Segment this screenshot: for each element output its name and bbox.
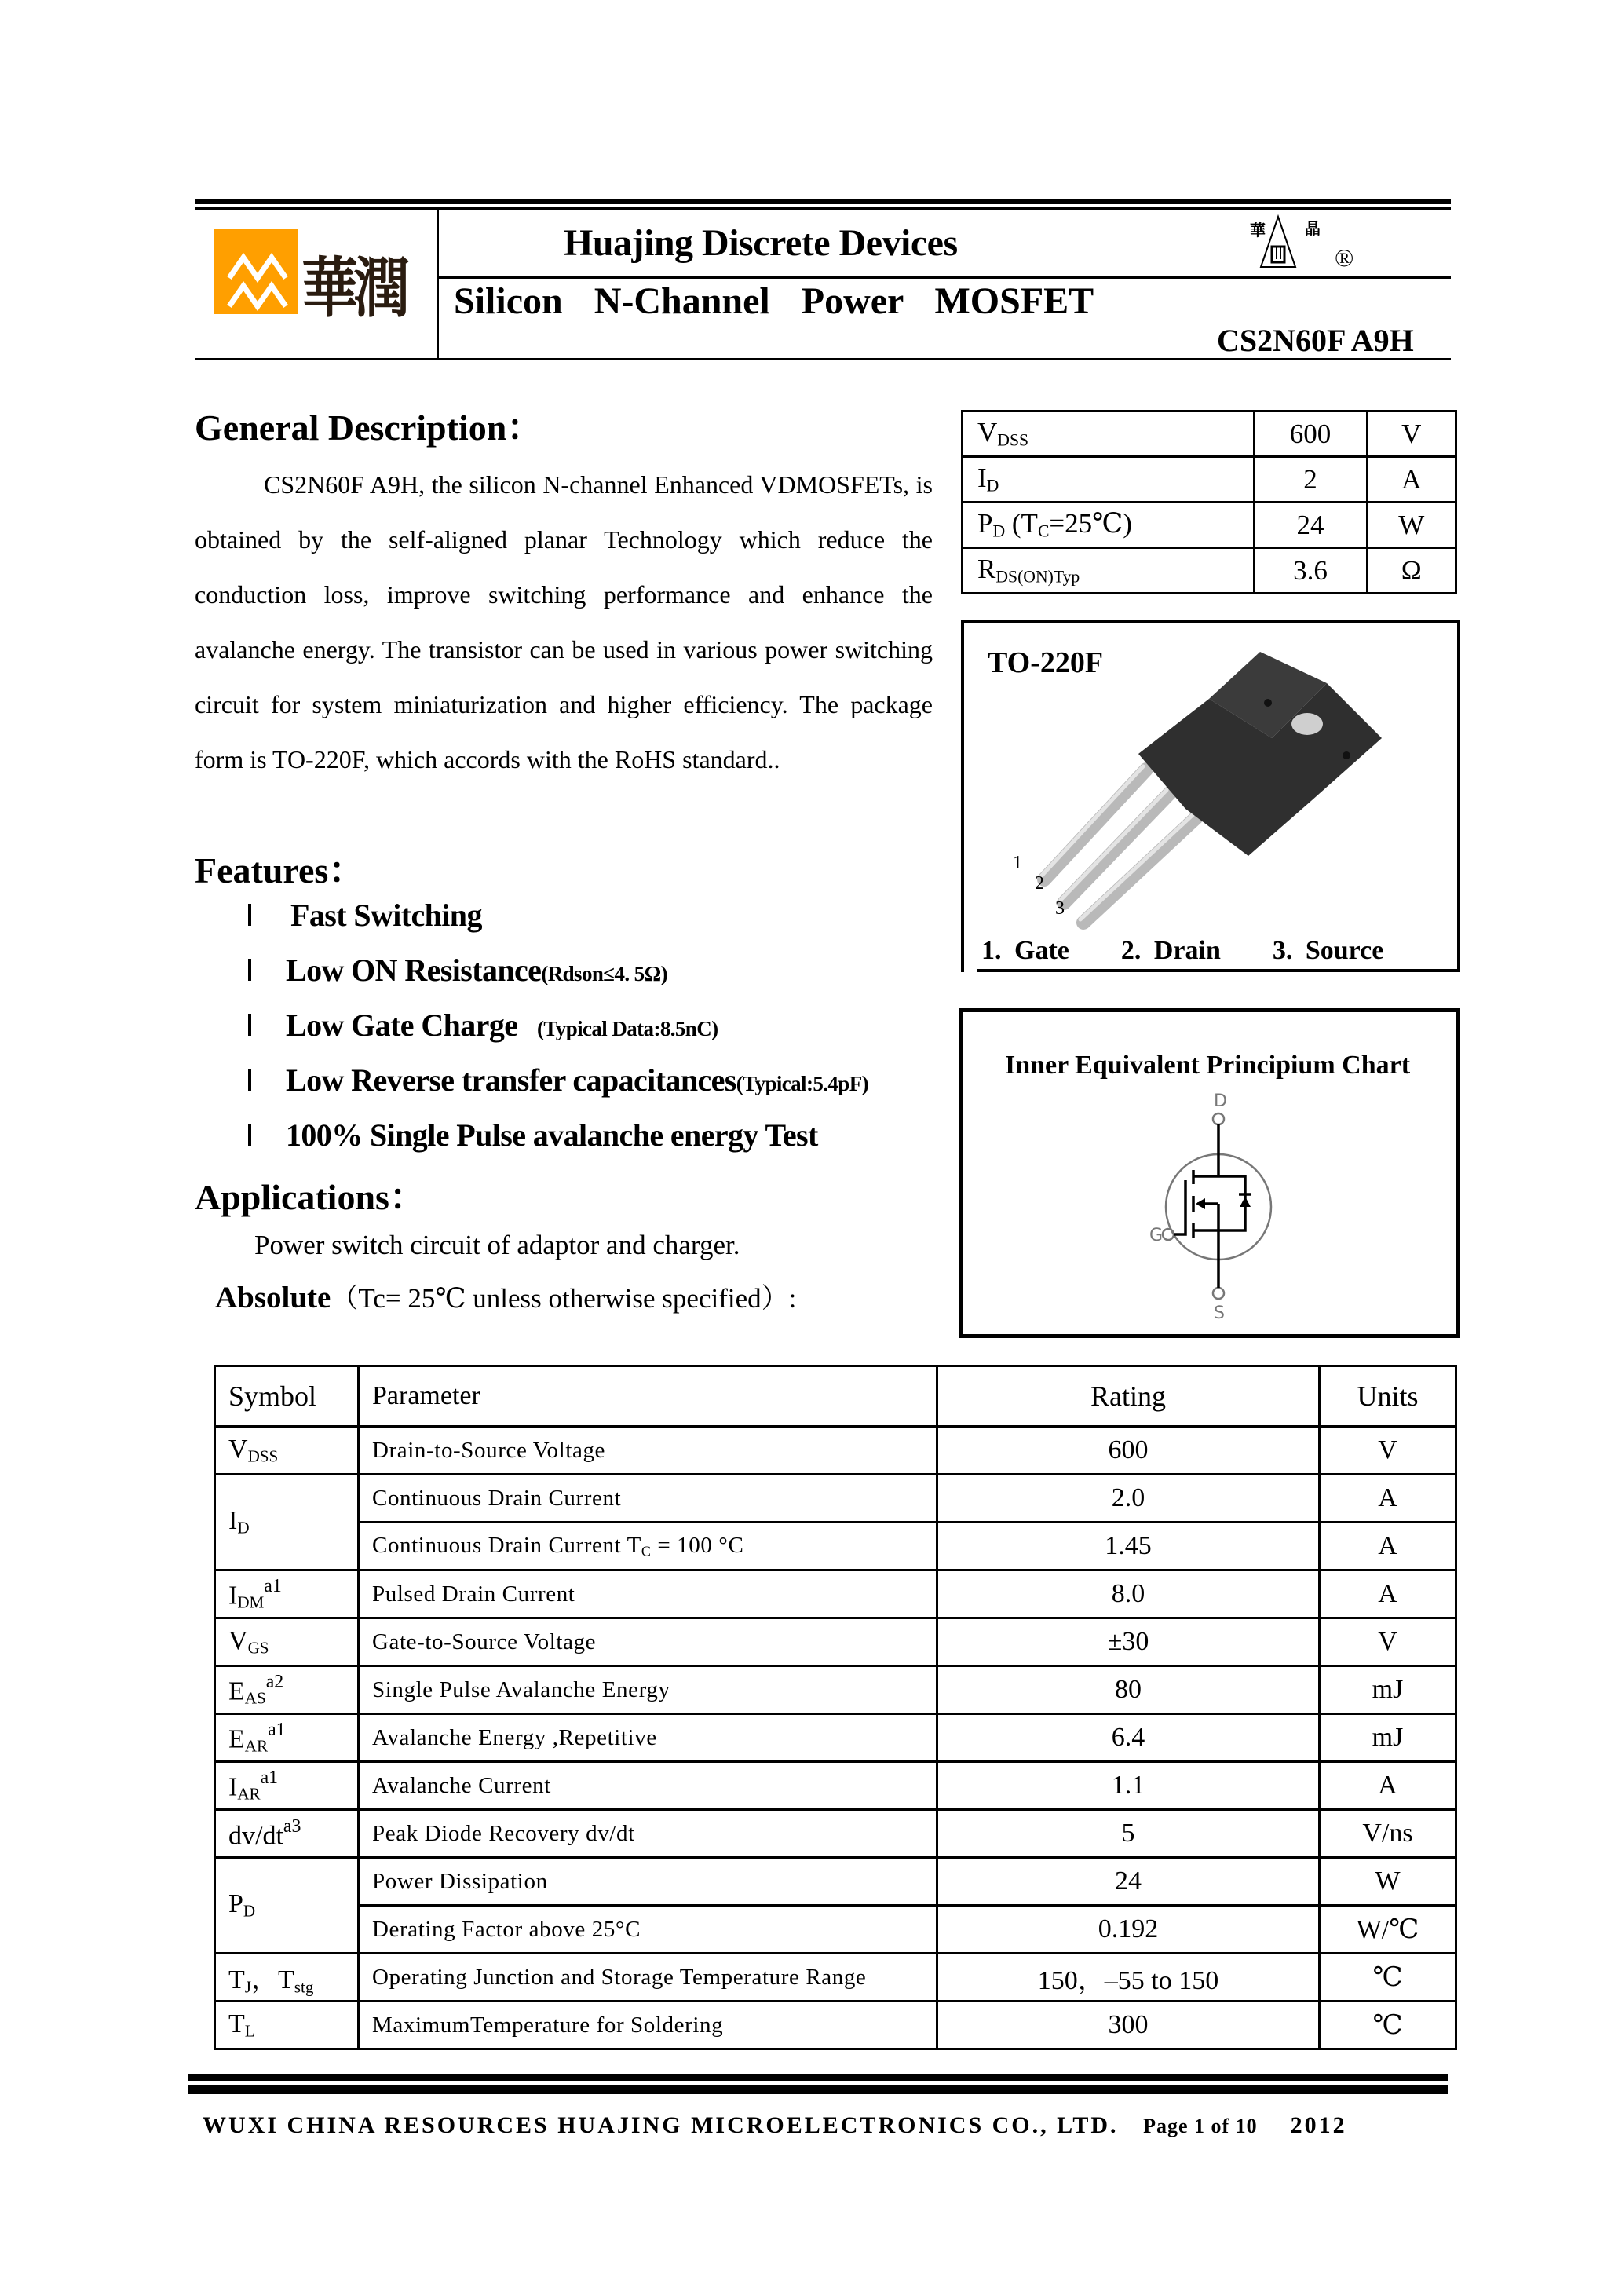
general-description-text: CS2N60F A9H, the silicon N-channel Enhanced VDMOSFETs, is obtained by the self-aligned planar Technology which reduce the conduction loss, improve switching performance and enhance the avalanche energy. The transistor can be used in various power switching circuit for system miniaturization and higher efficiency. The package form is TO-220F, which accords with the RoHS standard.. [195,470,933,773]
schematic-title: Inner Equivalent Principium Chart [1005,1051,1411,1080]
spec-value: 3.6 [1254,548,1367,594]
gate-label: G [1149,1226,1164,1245]
symbol-cell: $I_{AR}^{a1}$ [215,1762,359,1810]
list-item: 100% Single Pulse avalanche energy Test [248,1117,868,1172]
general-description-body [195,457,933,787]
applications-heading: Applications： [195,1177,426,1217]
bullet-icon [248,1069,251,1091]
parameter-cell: Gate-to-Source Voltage [359,1618,937,1666]
unit-cell: A [1320,1762,1456,1810]
rating-cell: 8.0 [937,1570,1320,1618]
company-logo-text: 華潤 [301,249,406,326]
parameter-cell: Power Dissipation [359,1858,937,1906]
unit-cell: mJ [1320,1666,1456,1714]
pin-number: 3 [1055,898,1065,919]
svg-text:華: 華 [1250,221,1266,239]
pin-number: 1 [1013,853,1022,873]
parameter-cell: Continuous Drain Current [359,1475,937,1523]
unit-cell: W/℃ [1320,1906,1456,1954]
table-row [215,1810,1456,1858]
mosfet-symbol-icon [1083,1088,1319,1323]
table-row [215,1475,1456,1523]
rating-cell: 300 [937,2002,1320,2049]
footer-year: 2012 [1290,2112,1347,2138]
bullet-icon [248,1124,251,1146]
header-rule-middle [438,276,1451,279]
absolute-ratings-caption [215,1277,796,1316]
unit-cell: W [1320,1858,1456,1906]
table-row [963,411,1456,457]
footer-rule-thick [188,2085,1448,2094]
symbol-cell: $I_D$ [215,1475,359,1570]
unit-cell: V [1320,1618,1456,1666]
rating-cell: 600 [937,1427,1320,1475]
spec-value: 2 [1254,457,1367,503]
rating-cell: 2.0 [937,1475,1320,1523]
spec-unit: A [1367,457,1456,503]
spec-value: 24 [1254,503,1367,548]
unit-cell: ℃ [1320,1954,1456,2002]
parameter-cell: Avalanche Energy ,Repetitive [359,1714,937,1762]
header-rule-top-thin [195,207,1451,210]
features-heading: Features： [195,850,365,890]
trademark-icon [1248,212,1324,272]
parameter-cell: Pulsed Drain Current [359,1570,937,1618]
key-specs-table [961,410,1457,594]
registered-mark: ® [1335,243,1354,272]
bullet-icon [248,959,251,981]
product-type [454,280,1094,323]
table-row [215,1858,1456,1906]
table-row [215,1523,1456,1570]
unit-cell: A [1320,1475,1456,1523]
symbol-cell: $V_{GS}$ [215,1618,359,1666]
symbol-cell: $P_D$ [215,1858,359,1954]
footer [203,2112,1347,2139]
header-divider [437,210,439,360]
unit-cell: mJ [1320,1714,1456,1762]
parameter-cell: Operating Junction and Storage Temperature Range [359,1954,937,2002]
spec-symbol: $R_{DS(ON)Typ}$ [963,548,1255,594]
source-label: S [1214,1303,1225,1323]
rating-cell: 1.45 [937,1523,1320,1570]
table-row [963,457,1456,503]
rating-cell: ±30 [937,1618,1320,1666]
bullet-icon [248,904,251,926]
table-row [215,1666,1456,1714]
parameter-cell: Peak Diode Recovery dv/dt [359,1810,937,1858]
symbol-cell: $T_L$ [215,2002,359,2049]
symbol-cell: $I_{DM}^{a1}$ [215,1570,359,1618]
svg-text:晶: 晶 [1305,219,1321,238]
table-row [215,1762,1456,1810]
product-type-word: N-Channel [594,280,770,322]
spec-unit: Ω [1367,548,1456,594]
rating-cell: 24 [937,1858,1320,1906]
spec-symbol: $P_D$ $(T_C=25℃)$ [963,503,1255,548]
company-logo-icon [214,229,298,314]
spec-unit: V [1367,411,1456,457]
unit-cell: V/ns [1320,1810,1456,1858]
parameter-cell: MaximumTemperature for Soldering [359,2002,937,2049]
spec-unit: W [1367,503,1456,548]
spec-value: 600 [1254,411,1367,457]
bullet-icon [248,1014,251,1036]
general-description-heading: General Description： [195,408,543,448]
unit-cell: V [1320,1427,1456,1475]
rating-cell: 5 [937,1810,1320,1858]
table-row [215,1954,1456,2002]
unit-cell: ℃ [1320,2002,1456,2049]
absolute-label: Absolute [215,1281,331,1314]
package-frame-bottom [977,969,1457,972]
product-type-word: MOSFET [934,280,1094,322]
table-row [215,1906,1456,1954]
rating-cell: 0.192 [937,1906,1320,1954]
list-item: Low Reverse transfer capacitances (Typical:5.4pF) [248,1062,868,1117]
footer-company: WUXI CHINA RESOURCES HUAJING MICROELECTRONICS CO., LTD. [203,2112,1119,2138]
transistor-package-icon [989,652,1429,934]
absolute-ratings-table [214,1365,1457,2050]
column-header-symbol: Symbol [215,1366,359,1427]
list-item: Fast Switching [248,897,868,952]
product-type-word: Power [801,280,904,322]
unit-cell: A [1320,1570,1456,1618]
table-row [215,2002,1456,2049]
parameter-cell: Continuous Drain Current $T_C = 100$ °C [359,1523,937,1570]
table-row [215,1570,1456,1618]
column-header-rating: Rating [937,1366,1320,1427]
symbol-cell: $V_{DSS}$ [215,1427,359,1475]
brand-title: Huajing Discrete Devices [564,222,958,264]
rating-cell: 6.4 [937,1714,1320,1762]
footer-rule-thin [188,2074,1448,2081]
symbol-cell: $dv/dt^{a3}$ [215,1810,359,1858]
symbol-cell: $T_J$，$T_{stg}$ [215,1954,359,2002]
column-header-parameter: Parameter [359,1366,937,1427]
spec-symbol: $I_D$ [963,457,1255,503]
table-header-row [215,1366,1456,1427]
drain-label: D [1214,1091,1227,1111]
table-row [215,1427,1456,1475]
table-row [963,503,1456,548]
pin-number: 2 [1035,873,1044,894]
parameter-cell: Derating Factor above 25°C [359,1906,937,1954]
footer-page-number: Page 1 of 10 [1143,2115,1258,2137]
applications-text: Power switch circuit of adaptor and charger. [254,1230,740,1260]
features-list [248,897,868,1172]
pinout-legend: 1. Gate 2. Drain 3. Source [981,936,1384,965]
rating-cell: 80 [937,1666,1320,1714]
product-type-word: Silicon [454,280,563,322]
parameter-cell: Avalanche Current [359,1762,937,1810]
list-item: Low ON Resistance (Rdson≤4. 5Ω) [248,952,868,1007]
column-header-units: Units [1320,1366,1456,1427]
table-row [963,548,1456,594]
symbol-cell: $E_{AR}^{a1}$ [215,1714,359,1762]
symbol-cell: $E_{AS}^{a2}$ [215,1666,359,1714]
rating-cell: 1.1 [937,1762,1320,1810]
table-row [215,1714,1456,1762]
parameter-cell: Drain-to-Source Voltage [359,1427,937,1475]
absolute-condition: （Tc= 25℃ unless otherwise specified）: [331,1283,797,1314]
list-item: Low Gate Charge (Typical Data:8.5nC) [248,1007,868,1062]
part-number: CS2N60F A9H [1217,323,1414,358]
parameter-cell: Single Pulse Avalanche Energy [359,1666,937,1714]
spec-symbol: $V_{DSS}$ [963,411,1255,457]
rating-cell: 150，–55 to 150 [937,1954,1320,2002]
header-rule-top [195,199,1451,204]
unit-cell: A [1320,1523,1456,1570]
table-row [215,1618,1456,1666]
package-name: TO-220F [988,646,1104,679]
